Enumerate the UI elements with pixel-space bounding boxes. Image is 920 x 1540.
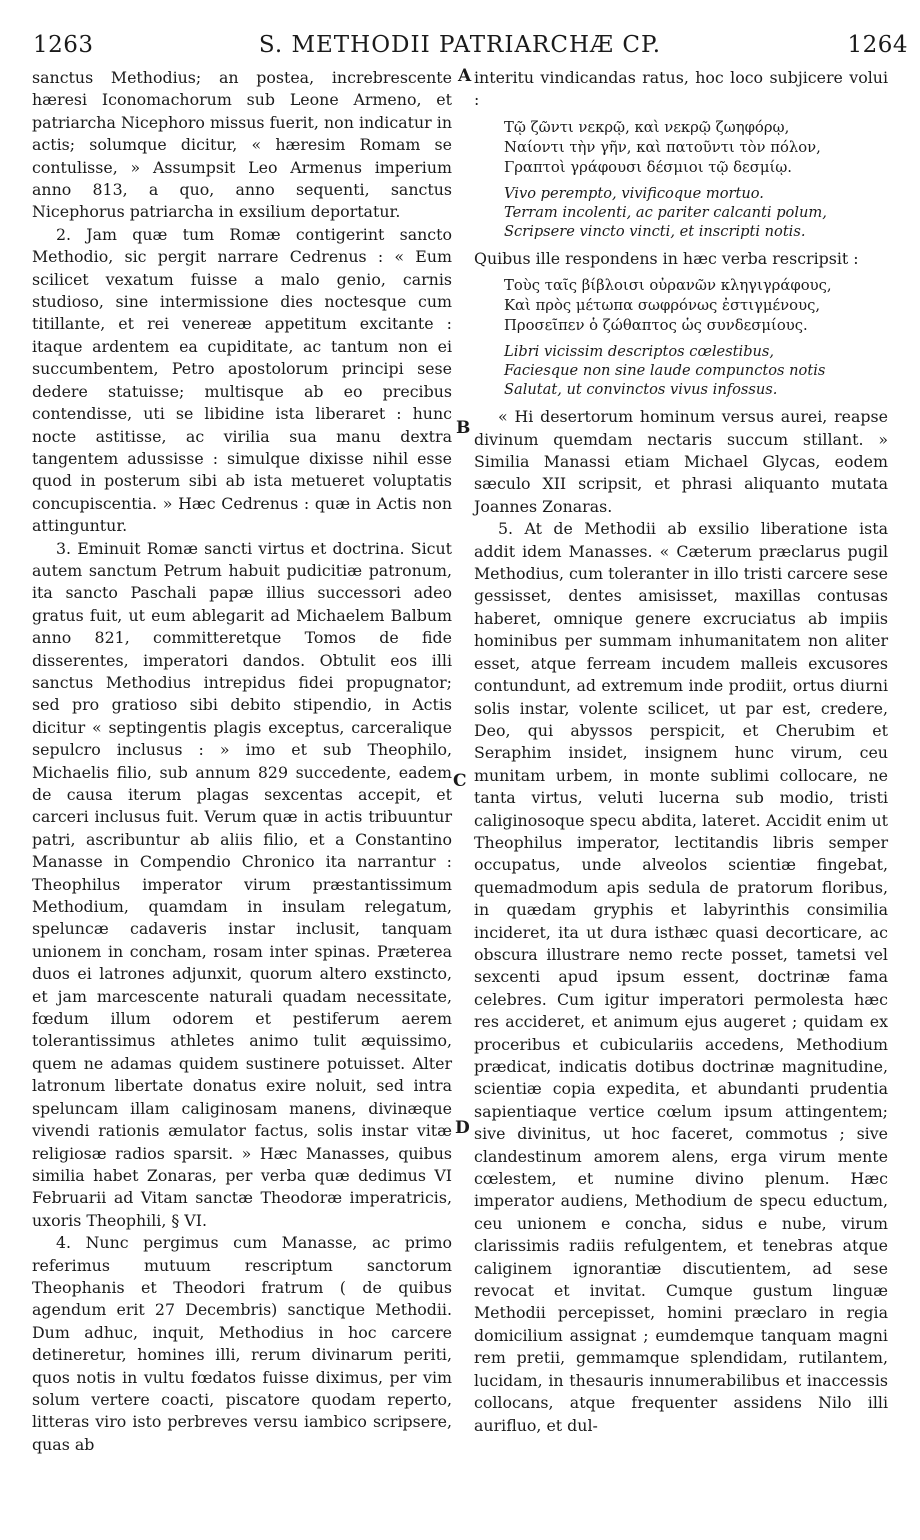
greek-verse-line: Γραπτοὶ γράφουσι δέσμιοι τῷ δεσμίῳ. <box>504 158 793 176</box>
greek-verse-line: Ναίοντι τὴν γῆν, καὶ πατοῦντι τὸν πόλον, <box>504 138 821 156</box>
right-column <box>474 67 888 1437</box>
greek-verse-line: Καὶ πρὸς μέτωπα σωφρόνως ἐστιγμένους, <box>504 297 821 315</box>
latin-verse-line: Vivo perempto, vivificoque mortuo. <box>504 184 764 202</box>
margin-marker-d: D <box>455 1118 470 1138</box>
running-title: S. METHODII PATRIARCHÆ CP. <box>258 32 662 58</box>
paragraph-4: 4. Nunc pergimus cum Manasse, ac primo referimus mutuum rescriptum sanctorum Theophanis et Theodori fratrum ( de quibus agendum erit 27 Decembris) sanctique Methodii. Dum adhuc, inquit, Methodius in hoc carcere detineretur, homines illi, rerum divinarum periti, quos notis in vultu fœdatos fuisse diximus, per vim solum vertere coacti, piscatore quodam reperto, litteras viro isto perbreves versu iambico scripsere, quas ab <box>32 1233 452 1454</box>
left-column <box>32 67 452 1456</box>
reply-intro: Quibus ille respondens in hæc verba rescripsit : <box>474 248 859 268</box>
verse-intro: interitu vindicandas ratus, hoc loco subjicere volui : <box>474 68 888 110</box>
page-header <box>0 32 920 68</box>
greek-verse-line: Προσεῖπεν ὁ ζώθαπτος ὡς συνδεσμίους. <box>504 317 808 335</box>
greek-verse-line: Τῷ ζῶντι νεκρῷ, καὶ νεκρῷ ζωηφόρῳ, <box>504 118 790 136</box>
latin-verse-line: Faciesque non sine laude compunctos notis <box>504 362 826 380</box>
paragraph-1-continuation: sanctus Methodius; an postea, increbrescente hæresi Iconomachorum sub Leone Armeno, et patriarcha Nicephoro missus fuerit, non indicatur in actis; solumque dicitur, « hæresim Romam se contulisse, » Assumpsit Leo Armenus imperium anno 813, a quo, anno sequenti, sanctus Nicephorus patriarcha in exsilium deportatur. <box>32 68 452 222</box>
left-column-number: 1263 <box>33 32 94 58</box>
paragraph-3: 3. Eminuit Romæ sancti virtus et doctrina. Sicut autem sanctum Petrum habuit pudicitiæ patronum, ita sancto Paschali papæ illius successori adeo gratus fuit, ut eum ablegarit ad Michaelem Balbum anno 821, committeretque Tomos de fide disserentes, imperatori dandos. Obtulit eos illi sanctus Methodius intrepidus fidei propugnator; sed pro gratioso sibi debito stipendio, in Actis dicitur « septingentis plagis exceptus, carceralique sepulcro inclusus : » imo et sub Theophilo, Michaelis filio, sub annum 829 succedente, eadem de causa iterum plagas sexcentas accepit, et carceri inclusus fuit. Verum quæ in actis tribuuntur patri, ascribuntur ab aliis filio, et a Constantino Manasse in Compendio Chronico ita narrantur : Theophilus imperator virum præstantissimum Methodium, quamdam in insulam relegatum, speluncæ cadaveris instar inclusit, tanquam unionem in concham, rosam inter spinas. Præterea duos ei latrones adjunxit, quorum altero exstincto, et jam marcescente naturali quadam necessitate, fœdum illum odorem et pestiferum aerem tolerantissimus athletes animo tulit æquissimo, quem ne adamas quidem sustinere potuisset. Alter latronum libertate donatus exire noluit, sed intra speluncam illam caliginosam manens, divinæque vivendi rationis æmulator factus, solis instar vitæ religiosæ radios sparsit. » Hæc Manasses, quibus similia habet Zonaras, per verba quæ dedimus VI Februarii ad Vitam sanctæ Theodoræ imperatricis, uxoris Theophili, § VI. <box>32 538 452 1230</box>
paragraph-verse-commentary: « Hi desertorum hominum versus aurei, reapse divinum quemdam nectaris succum stillant. » Similia Manassi etiam Michael Glycas, eodem sæculo XII scripsit, et phrasi aliquanto mutata Joannes Zonaras. <box>474 407 888 516</box>
latin-verse-2 <box>504 342 888 399</box>
greek-verse-line: Τοὺς ταῖς βίβλοισι οὐρανῶν κληγιγράφους, <box>504 277 832 295</box>
paragraph-5: 5. At de Methodii ab exsilio liberatione ista addit idem Manasses. « Cæterum præclarus pugil Methodius, cum toleranter in illo tristi carcere sese gessisset, dentes amisisset, maxillas contusas haberet, omnique genere excruciatus ab impiis hominibus per summam inhumanitatem non aliter esset, atque ferream incudem malleis excusores contundunt, ad extremum inde prodiit, ortus diurni solis instar, volente scilicet, ut par est, credere, Deo, qui abyssos perspicit, et Cherubim et Seraphim insidet, insignem hunc virum, ceu munitam urbem, in monte sublimi collocare, ne tanta virtus, veluti lucerna sub modio, tristi caliginosoque specu abdita, lateret. Accidit enim ut Theophilus imperator, lectitandis libris semper occupatus, unde alveolos scientiæ fingebat, quemadmodum apis sedula de pratorum floribus, in quædam gryphis et labyrinthis consimilia incideret, ita ut dura isthæc quasi decorticare, ac obscura illustrare nemo recte posset, tametsi vel sexcenti apud ipsum essent, doctrinæ fama celebres. Cum igitur imperatori permolesta hæc res accideret, et animum ejus augeret ; quidam ex proceribus et cubiculariis accedens, Methodium prædicat, indicatis dotibus doctrinæ magnitudine, scientiæ copia expedita, et abundanti prudentia sapientiaque vertice cœlum ipsum attingentem; sive divinitus, ut hoc faceret, commotus ; sive clandestinum amorem alens, erga virum mente cœlestem, et numine divino plenum. Hæc imperator audiens, Methodium de specu eductum, ceu unionem e concha, sidus e nube, virum clarissimis radiis refulgentem, et tenebras atque caliginem ignorantiæ discutientem, ad sese revocat et invitat. Cumque gustum linguæ Methodii percepisset, homini præclaro in regia domicilium assignat ; eumdemque tanquam magni rem pretii, gemmamque splendidam, rutilantem, lucidam, in thesauris innumerabilibus et inaccessis collocans, atque frequenter assidens Nilo illi aurifluo, et dul- <box>474 519 888 1435</box>
paragraph-2: 2. Jam quæ tum Romæ contigerint sancto Methodio, sic pergit narrare Cedrenus : « Eum scilicet vexatum fuisse a malo genio, carnis studioso, sine intermissione dies noctesque cum titillante, et rei venereæ appetitum excitante : itaque ardentem ea cupiditate, ac tantum non ei succumbentem, Petro apostolorum principi sese dedere statuisse; multisque ab eo precibus contendisse, uti se libidine ista liberaret : hunc nocte astitisse, ac virilia sua manu dextra tangentem adussisse : simulque dixisse nihil esse quod in posterum sibi ab ista metueret voluptatis concupiscentia. » Hæc Cedrenus : quæ in Actis non attinguntur. <box>32 224 452 536</box>
greek-verse-1 <box>504 118 888 178</box>
latin-verse-1 <box>504 184 888 241</box>
latin-verse-line: Terram incolenti, ac pariter calcanti polum, <box>504 203 827 221</box>
greek-verse-2 <box>504 276 888 336</box>
margin-marker-b: B <box>456 418 471 438</box>
margin-marker-c: C <box>453 771 467 791</box>
margin-marker-a: A <box>458 66 472 86</box>
latin-verse-line: Salutat, ut convinctos vivus infossus. <box>504 381 778 399</box>
right-column-number: 1264 <box>847 32 908 58</box>
latin-verse-line: Scripsere vincto vincti, et inscripti notis. <box>504 222 806 240</box>
latin-verse-line: Libri vicissim descriptos cœlestibus, <box>504 343 775 361</box>
